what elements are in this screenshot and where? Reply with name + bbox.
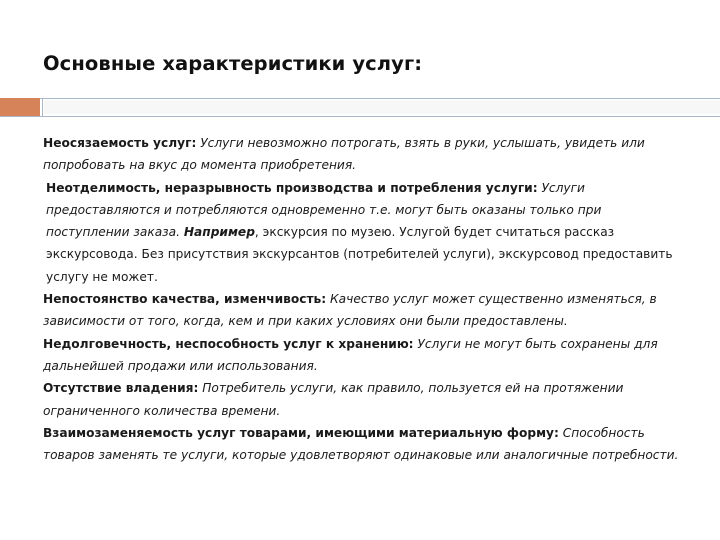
characteristic-text: Услуги не могут быть сохранены для дальнейшей продажи или использования. bbox=[43, 336, 658, 373]
characteristic-term: Взаимозаменяемость услуг товарами, имеющими материальную форму: bbox=[43, 425, 559, 440]
slide-body bbox=[43, 132, 683, 466]
characteristic-text: Услуги невозможно потрогать, взять в руки, услышать, увидеть или попробовать на вкус до момента приобретения. bbox=[43, 136, 645, 173]
characteristic-item bbox=[43, 377, 683, 422]
characteristic-text: Потребитель услуги, как правило, пользуется ей на протяжении ограниченного количества времени. bbox=[43, 381, 624, 418]
characteristic-text: Способность товаров заменять те услуги, которые удовлетворяют одинаковые или аналогичные потребности. bbox=[43, 425, 679, 463]
characteristic-term: Непостоянство качества, изменчивость: bbox=[43, 292, 327, 307]
characteristic-term: Отсутствие владения: bbox=[43, 381, 199, 396]
characteristic-item bbox=[43, 333, 683, 378]
slide-title: Основные характеристики услуг: bbox=[43, 52, 423, 75]
title-divider-bottom bbox=[0, 116, 720, 117]
characteristic-item bbox=[43, 288, 683, 333]
accent-block bbox=[0, 98, 40, 116]
example-text: , экскурсия по музею. Услугой будет считаться рассказ экскурсовода. Без присутствия экскурсантов (потребителей услуги), экскурсовод предоставить услугу не может. bbox=[46, 225, 673, 284]
title-divider-separator bbox=[42, 99, 43, 116]
characteristic-text: Качество услуг может существенно изменяться, в зависимости от того, когда, кем и при каких условиях они были предоставлены. bbox=[43, 292, 657, 329]
characteristic-text: Услуги предоставляются и потребляются одновременно т.е. могут быть оказаны только при поступлении заказа. bbox=[46, 180, 602, 240]
example-label: Например bbox=[183, 225, 255, 240]
title-divider-top bbox=[0, 98, 720, 99]
characteristic-item bbox=[43, 422, 683, 467]
title-divider-band bbox=[44, 100, 720, 114]
characteristic-term: Неотделимость, неразрывность производства и потребления услуги: bbox=[46, 180, 538, 195]
characteristic-item bbox=[43, 132, 683, 177]
characteristic-term: Недолговечность, неспособность услуг к хранению: bbox=[43, 336, 414, 351]
characteristic-item bbox=[43, 177, 683, 288]
characteristic-term: Неосязаемость услуг: bbox=[43, 136, 197, 150]
